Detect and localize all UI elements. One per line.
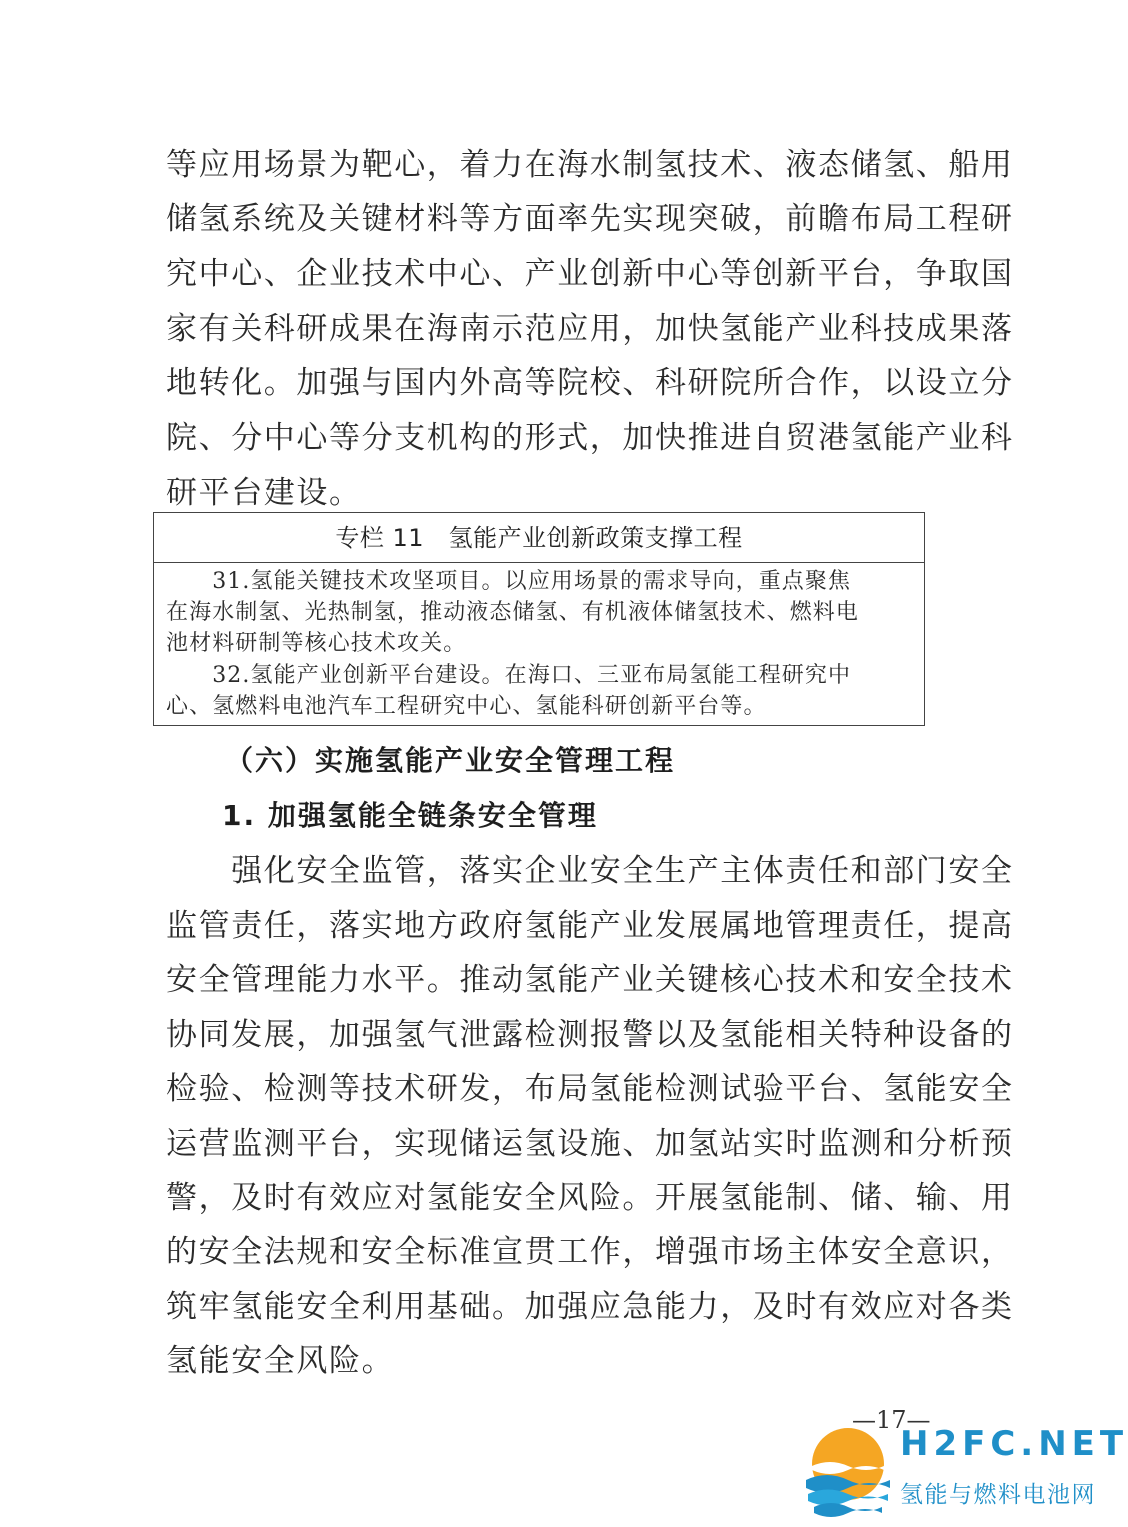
text-line: 警，及时有效应对氢能安全风险。开展氢能制、储、输、用 xyxy=(166,1180,1014,1216)
subsection-heading: 1. 加强氢能全链条安全管理 xyxy=(222,799,598,832)
text-line: 氢能安全风险。 xyxy=(166,1343,395,1379)
page-number: —17— xyxy=(852,1406,931,1434)
column-box-title: 专栏 11 氢能产业创新政策支撑工程 xyxy=(154,513,924,563)
text-line: 监管责任，落实地方政府氢能产业发展属地管理责任，提高 xyxy=(166,908,1014,944)
text-line: 安全管理能力水平。推动氢能产业关键核心技术和安全技术 xyxy=(166,962,1014,998)
column-box-line: 池材料研制等核心技术攻关。 xyxy=(166,631,467,656)
column-box-line: 31.氢能关键技术攻坚项目。以应用场景的需求导向，重点聚焦 xyxy=(166,569,852,594)
column-box xyxy=(153,512,925,726)
watermark-name: H2FC.NET xyxy=(900,1424,1128,1464)
text-line: 协同发展，加强氢气泄露检测报警以及氢能相关特种设备的 xyxy=(166,1017,1014,1053)
text-line: 地转化。加强与国内外高等院校、科研院所合作，以设立分 xyxy=(166,365,1014,401)
text-line: 检验、检测等技术研发，布局氢能检测试验平台、氢能安全 xyxy=(166,1071,1014,1107)
text-line: 研平台建设。 xyxy=(166,475,362,511)
text-line: 运营监测平台，实现储运氢设施、加氢站实时监测和分析预 xyxy=(166,1126,1014,1162)
text-line: 筑牢氢能安全利用基础。加强应急能力，及时有效应对各类 xyxy=(166,1289,1014,1325)
text-line: 等应用场景为靶心，着力在海水制氢技术、液态储氢、船用 xyxy=(166,147,1014,183)
text-line: 强化安全监管，落实企业安全生产主体责任和部门安全 xyxy=(166,853,1014,889)
text-line: 院、分中心等分支机构的形式，加快推进自贸港氢能产业科 xyxy=(166,420,1014,456)
watermark-logo xyxy=(800,1418,1128,1527)
column-box-line: 心、氢燃料电池汽车工程研究中心、氢能科研创新平台等。 xyxy=(166,694,767,719)
text-line: 究中心、企业技术中心、产业创新中心等创新平台，争取国 xyxy=(166,256,1014,292)
text-line: 的安全法规和安全标准宣贯工作，增强市场主体安全意识， xyxy=(166,1234,1014,1270)
section-heading: （六）实施氢能产业安全管理工程 xyxy=(225,744,676,777)
text-line: 储氢系统及关键材料等方面率先实现突破，前瞻布局工程研 xyxy=(166,201,1014,237)
text-line: 家有关科研成果在海南示范应用，加快氢能产业科技成果落 xyxy=(166,311,1014,347)
column-box-line: 32.氢能产业创新平台建设。在海口、三亚布局氢能工程研究中 xyxy=(166,663,852,688)
sun-waves-icon xyxy=(800,1422,896,1522)
column-box-line: 在海水制氢、光热制氢，推动液态储氢、有机液体储氢技术、燃料电 xyxy=(166,600,860,625)
watermark-subtitle: 氢能与燃料电池网 xyxy=(900,1482,1096,1508)
